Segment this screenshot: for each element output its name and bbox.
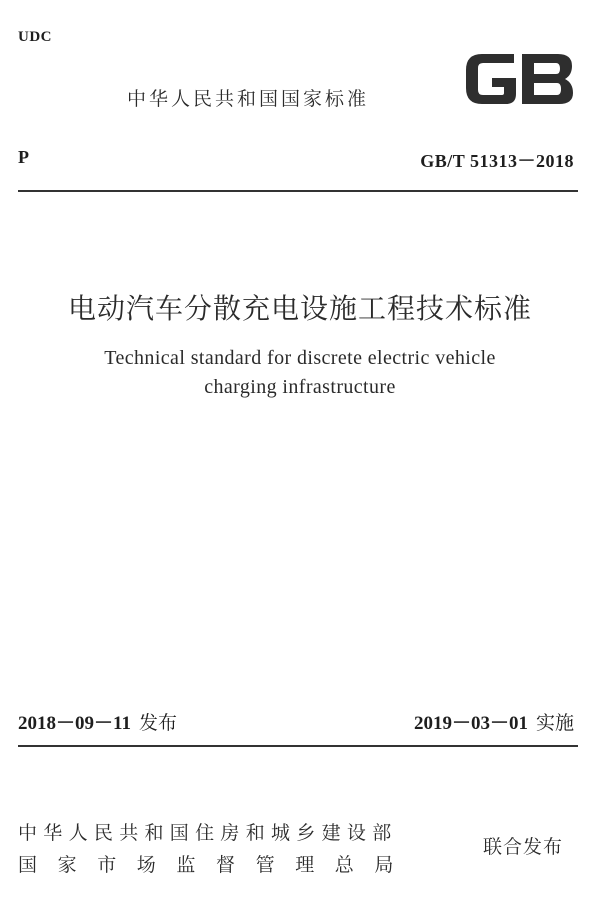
joint-release-label: 联合发布 [483,836,564,858]
title-chinese: 电动汽车分散充电设施工程技术标准 [67,292,532,325]
title-english-line1: Technical standard for discrete electric vehicle [104,347,496,369]
title-english-line2: charging infrastructure [204,376,396,398]
national-standard-heading: 中华人民共和国国家标准 [127,88,370,110]
issue-date: 2018－09－11 [18,713,131,734]
standard-number: GB/T 51313－2018 [420,151,574,171]
implementation-date-block [414,708,574,735]
implementation-label: 实施 [535,712,574,734]
classification-code: P [18,147,29,167]
issue-label: 发布 [138,712,177,734]
top-divider [18,190,578,192]
implementation-date: 2019－03－01 [413,713,528,734]
publisher-line2: 国家市场监督管理总局 [18,854,415,876]
bottom-divider [18,745,578,747]
gb-logo [462,48,576,110]
udc-label: UDC [18,29,52,45]
publisher-line1: 中华人民共和国住房和城乡建设部 [18,822,398,844]
issue-date-block [18,708,177,735]
